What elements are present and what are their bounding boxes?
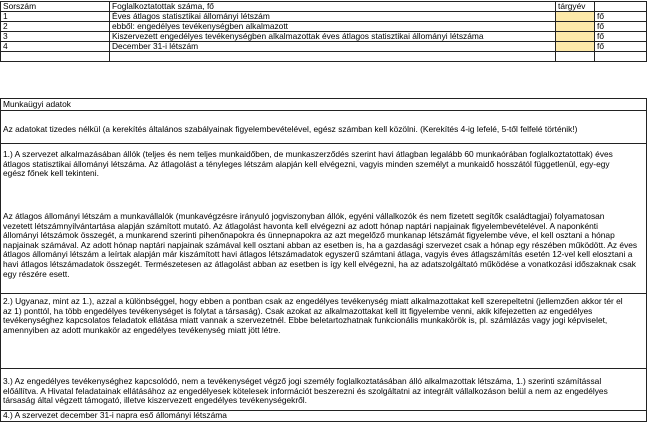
row-1-unit: fő [597,12,604,21]
targyev-input-2[interactable] [556,22,594,31]
note-paragraph-3: 2.) Ugyanaz, mint az 1.), azzal a különbséggel, hogy ebben a pontban csak az engedélyes tevékenység miatt alkalmazottakat kell szerepeltetni (jellemzően akkor tér el az 1) ponttól, ha több engedélyes tevékenységet is folytat a társaság). Csak azokat az alkalmazottakat kell itt figyelembe venni, akik kifejezetten az engedélyes tevékenységhez kapcsolatos feladatok ellátása miatt vannak a szervezetnél. Ebbe beletartozhatnak funkcionális munkakörök is, pl. számlázás vagy jogi képviselet, amennyiben az adott munkakör az engedélyes tevékenység miatt jött létre. [3,296,623,335]
note-paragraph-4: 3.) Az engedélyes tevékenységhez kapcsolódó, nem a tevékenységet végző jogi személy foglalkoztatásában álló alkalmazottak létszáma, 1.) szerinti számítással előállítva. A Hivatal feladatainak ellátásához az engedélyesek kötelesek információt beszerezni és szolgáltatni az integrált vállalkozáson belül a nem az engedélyes társaság által végzett támogató, illetve kiszervezett engedélyes tevékenységekről. [3,376,608,406]
note-paragraph-2: Az átlagos állományi létszám a munkavállalók (munkavégzésre irányuló jogviszonyban állók, egyéni vállalkozók és nem fizetett segítők családtagjai) folyamatosan vezetett létszámnyilvántartása alapján számított mutató. Az átlagolást havonta kell elvégezni az adott hónap naptári napjainak figyelembevételével. A naponkénti állományi létszámok összegét, a munkarend szerinti pihenőnapokra és ünnepnapokra az azt megelőző munkanap létszámát figyelembe véve, el kell osztani a hónap napjainak számával. Az adott hónap naptári napjainak számával kell osztani abban az esetben is, ha a gazdasági szervezet csak a hónap egy részében működött. Az éves átlagos állományi létszám a leírtak alapján már kiszámított havi átlagos létszámadatok egyszerű számtani átlaga, vagyis éves átlagszámítás esetén 12-vel kell elosztani a havi átlagos létszámadatok összegét. Természetesen az átlagolást abban az esetben is így kell elvégezni, ha az adatszolgáltató működése a vonatkozási időszaknak csak egy részére esett. [3,211,638,279]
row-2-unit: fő [597,22,604,31]
row-4-label: December 31-i létszám [112,42,199,51]
header-foglalkoztatottak: Foglalkoztatottak száma, fő [112,2,214,11]
row-2-label: ebből: engedélyes tevékenységben alkalmazott [112,22,288,31]
note-paragraph-1: 1.) A szervezet alkalmazásában állók (teljes és nem teljes munkaidőben, de munkaszerződés szerint havi átlagban legalább 60 munkaórában foglalkoztatottak) éves átlagos statisztikai állományi létszáma. Az átlagolást a tényleges létszám alapján kell elvégezni, vagyis minden személyt a munkaidő hosszától függetlenül, egy-egy egész főnek kell tekinteni. [3,149,613,179]
header-targyev: tárgyév [558,2,586,11]
note-paragraph-5: 4.) A szervezet december 31-i napra eső állományi létszáma [3,410,227,420]
notes-title: Munkaügyi adatok [3,100,71,109]
targyev-input-1[interactable] [556,12,594,21]
row-1-number: 1 [3,12,8,21]
row-3-label: Kiszervezett engedélyes tevékenységben alkalmazottak éves átlagos statisztikai állományi létszáma [112,32,484,41]
header-sorszam: Sorszám [3,2,37,11]
row-3-number: 3 [3,32,8,41]
row-4-unit: fő [597,42,604,51]
targyev-input-3[interactable] [556,32,594,41]
row-4-number: 4 [3,42,8,51]
row-2-number: 2 [3,22,8,31]
row-3-unit: fő [597,32,604,41]
targyev-input-4[interactable] [556,42,594,51]
notes-intro: Az adatokat tizedes nélkül (a kerekítés általános szabályainak figyelembevételével, egész számban kell közölni. (Kerekítés 4-ig lefelé, 5-től felfelé történik!) [3,124,578,134]
row-1-label: Éves átlagos statisztikai állományi létszám [112,12,270,21]
